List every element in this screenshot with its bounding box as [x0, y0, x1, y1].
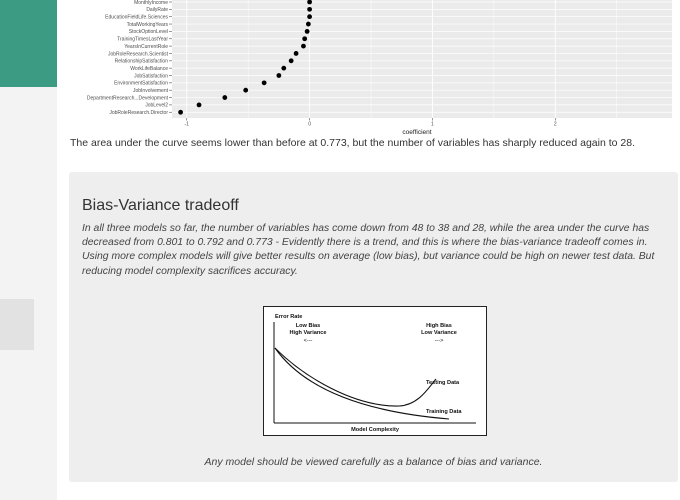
low-bias-label: Low Bias — [295, 323, 321, 329]
y-tick-label: TotalWorkingYears — [126, 21, 168, 28]
model-complexity-label: Model Complexity — [351, 427, 399, 433]
bias-variance-panel — [69, 172, 678, 482]
error-rate-label: Error Rate — [275, 314, 303, 320]
data-point — [222, 95, 227, 100]
data-point — [197, 103, 202, 108]
y-tick-label: YearsInCurrentRole — [124, 43, 168, 50]
x-tick-label: 0 — [308, 121, 311, 128]
y-tick-label: StockOptionLevel — [128, 29, 168, 36]
data-point — [305, 29, 310, 34]
x-tick-label: 2 — [553, 121, 557, 128]
y-tick-label: RelationshipSatisfaction — [114, 58, 168, 65]
high-bias-label: High Bias — [426, 323, 452, 329]
arrow-left-label: <--- — [303, 338, 313, 344]
y-tick-label: EducationFieldLife.Sciences — [105, 14, 168, 21]
data-point — [281, 66, 286, 71]
y-tick-label: WorkLifeBalance — [130, 65, 168, 72]
y-tick-label: JobRoleResearch.Director — [109, 110, 168, 117]
auc-summary-text: The area under the curve seems lower than before at 0.773, but the number of variables has sharply reduced again to 28. — [70, 137, 636, 149]
x-axis-ticks — [185, 118, 557, 128]
y-tick-label: TrainingTimesLastYear — [117, 36, 168, 43]
x-axis-title: coefficient — [402, 129, 432, 136]
y-tick-label: JobSatisfaction — [134, 73, 168, 80]
y-tick-label: EnvironmentSatisfaction — [114, 80, 168, 87]
data-point — [307, 14, 312, 19]
y-axis-labels — [87, 0, 172, 116]
data-point — [276, 73, 281, 78]
left-sidebar — [0, 0, 57, 500]
y-tick-label: JobInvolvement — [132, 88, 168, 94]
coefficient-plot — [57, 0, 680, 140]
brand-block — [0, 0, 57, 87]
data-point — [178, 110, 183, 115]
data-point — [302, 36, 307, 41]
bias-variance-figure — [263, 306, 487, 436]
y-tick-label: DepartmentResearch...Development — [86, 95, 168, 102]
tradeoff-diagram — [264, 307, 486, 435]
y-tick-label: JobRoleResearch.Scientist — [107, 51, 168, 58]
data-point — [289, 58, 294, 63]
figure-caption: Any model should be viewed carefully as a balance of bias and variance. — [204, 456, 543, 468]
x-tick-label: 1 — [431, 121, 434, 128]
plot-panel — [172, 0, 672, 118]
y-tick-label: JobLevel2 — [145, 102, 168, 109]
x-tick-label: -1 — [184, 121, 189, 128]
section-heading: Bias-Variance tradeoff — [82, 197, 239, 214]
y-tick-label: DailyRate — [146, 7, 168, 14]
testing-data-label: Testing Data — [426, 380, 460, 386]
y-tick-label: MonthlyIncome — [134, 0, 168, 6]
data-point — [262, 80, 267, 85]
high-variance-label: High Variance — [289, 330, 327, 336]
data-point — [243, 88, 248, 93]
training-curve — [275, 348, 449, 419]
data-point — [294, 51, 299, 56]
arrow-right-label: ---> — [434, 338, 444, 344]
data-point — [306, 22, 311, 27]
data-point — [307, 7, 312, 12]
low-variance-label: Low Variance — [421, 330, 457, 336]
sidebar-tab[interactable] — [0, 299, 34, 350]
data-point — [301, 44, 306, 49]
training-data-label: Training Data — [426, 409, 462, 415]
testing-curve — [275, 348, 436, 406]
section-body: In all three models so far, the number of variables has come down from 48 to 38 and 28, while the area under the curve has decreased from 0.801 to 0.792 and 0.773 - Evidently there is a trend, and this is where the bias-variance tradeoff comes in. Using more complex models will give better results on average (low bias), but variance could be high on newer test data. But reducing model complexity sacrifices accuracy. — [82, 223, 655, 277]
